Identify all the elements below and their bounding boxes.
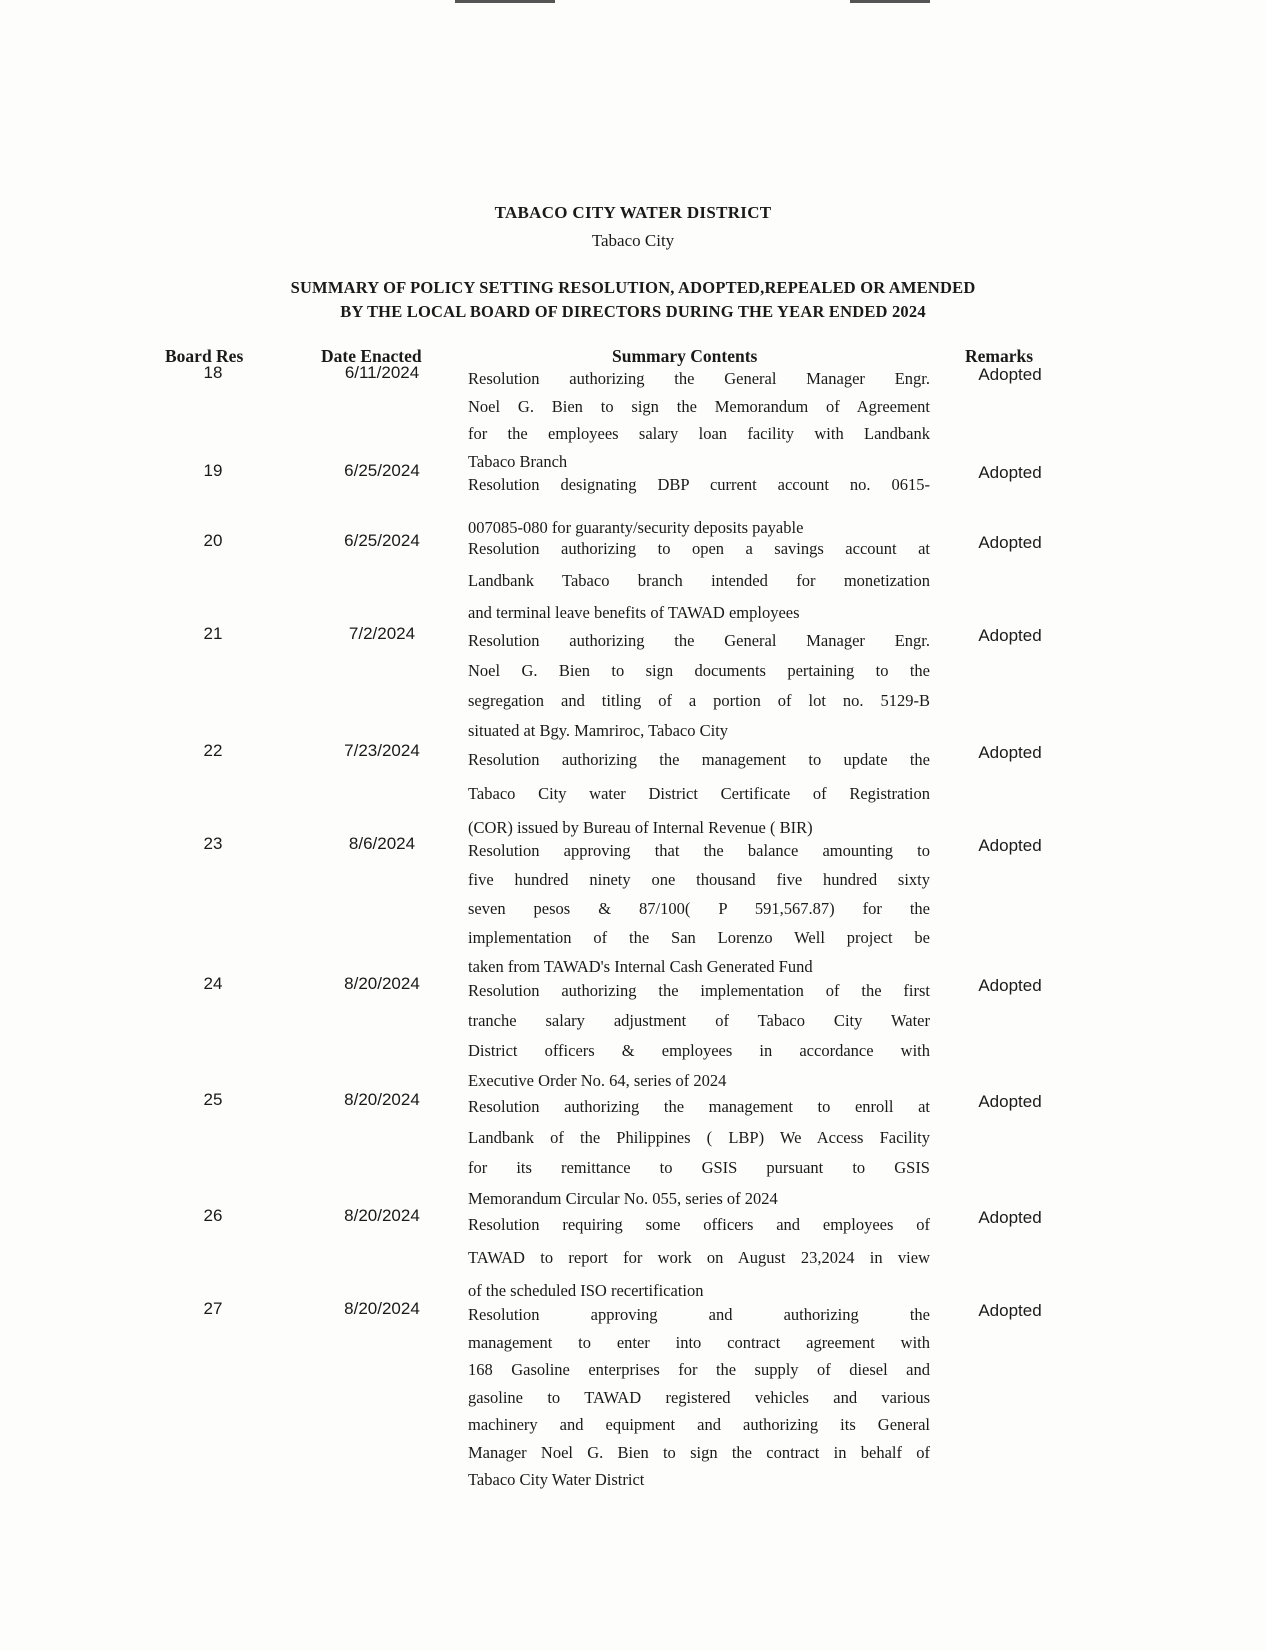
summary-line: Resolution authorizing the management to update the [468, 750, 930, 769]
board-res-number: 22 [203, 741, 223, 760]
summary-line: for its remittance to GSIS pursuant to GSIS [468, 1158, 930, 1177]
summary-contents [468, 836, 930, 981]
summary-line: Tabaco City water District Certificate of Registration [468, 784, 930, 803]
summary-line: Resolution approving that the balance amounting to [468, 841, 930, 860]
remarks-value: Adopted [978, 463, 1042, 482]
board-res-number: 23 [203, 834, 223, 853]
summary-line: Resolution authorizing to open a savings account at [468, 539, 930, 558]
summary-line: Landbank of the Philippines ( LBP) We Access Facility [468, 1127, 930, 1147]
summary-line: Tabaco Branch [468, 451, 568, 471]
summary-contents [468, 1208, 930, 1307]
summary-line: implementation of the San Lorenzo Well project be [468, 928, 930, 947]
summary-line: Resolution authorizing the General Manager Engr. [468, 631, 930, 650]
remarks-value: Adopted [978, 743, 1042, 762]
summary-line: Tabaco City Water District [468, 1470, 645, 1489]
board-res-number: 21 [203, 624, 223, 643]
board-res-number: 24 [203, 974, 223, 993]
summary-line: Noel G. Bien to sign documents pertaining to the [468, 661, 930, 680]
date-enacted: 8/6/2024 [348, 834, 416, 853]
organization-city: Tabaco City [591, 231, 675, 250]
remarks-value: Adopted [978, 836, 1042, 855]
summary-line: 007085-080 for guaranty/security deposits payable [468, 518, 804, 537]
summary-line: Landbank Tabaco branch intended for monetization [468, 571, 930, 590]
document-title-line1: SUMMARY OF POLICY SETTING RESOLUTION, ADOPTED,REPEALED OR AMENDED [290, 278, 976, 297]
summary-line: of the scheduled ISO recertification [468, 1281, 704, 1300]
column-header-summary-contents: Summary Contents [612, 346, 758, 366]
remarks-value: Adopted [978, 533, 1042, 552]
date-enacted: 8/20/2024 [344, 1206, 420, 1225]
summary-line: tranche salary adjustment of Tabaco City Water [468, 1011, 930, 1030]
remarks-value: Adopted [978, 1208, 1042, 1227]
summary-line: taken from TAWAD's Internal Cash Generated Fund [468, 957, 813, 976]
summary-line: machinery and equipment and authorizing its General [468, 1415, 930, 1434]
document-title-line2: BY THE LOCAL BOARD OF DIRECTORS DURING THE YEAR ENDED 2024 [340, 302, 926, 321]
board-res-number: 25 [203, 1090, 223, 1109]
remarks-value: Adopted [978, 365, 1042, 384]
column-header-remarks: Remarks [965, 346, 1034, 366]
date-enacted: 8/20/2024 [344, 1299, 420, 1318]
summary-line: seven pesos & 87/100( P 591,567.87) for the [468, 899, 930, 918]
summary-contents [468, 1301, 930, 1494]
summary-contents [468, 743, 930, 845]
summary-line: Manager Noel G. Bien to sign the contract in behalf of [468, 1442, 930, 1462]
summary-line: 168 Gasoline enterprises for the supply of diesel and [468, 1360, 930, 1379]
date-enacted: 8/20/2024 [344, 974, 420, 993]
board-res-number: 19 [203, 461, 223, 480]
column-header-board-res: Board Res [165, 346, 244, 366]
summary-line: for the employees salary loan facility with Landbank [468, 424, 930, 443]
summary-line: District officers & employees in accordance with [468, 1041, 930, 1060]
summary-line: (COR) issued by Bureau of Internal Revenue ( BIR) [468, 818, 813, 837]
summary-line: Executive Order No. 64, series of 2024 [468, 1071, 727, 1090]
summary-line: situated at Bgy. Mamriroc, Tabaco City [468, 721, 729, 740]
summary-line: TAWAD to report for work on August 23,2024 in view [468, 1248, 930, 1267]
summary-contents [468, 1092, 930, 1214]
remarks-value: Adopted [978, 626, 1042, 645]
summary-line: Memorandum Circular No. 055, series of 2024 [468, 1188, 778, 1208]
board-res-number: 27 [203, 1299, 223, 1318]
date-enacted: 6/25/2024 [344, 531, 420, 550]
date-enacted: 7/2/2024 [348, 624, 416, 643]
summary-line: gasoline to TAWAD registered vehicles and various [468, 1387, 930, 1407]
summary-contents [468, 365, 930, 471]
summary-line: management to enter into contract agreement with [468, 1332, 930, 1352]
summary-contents [468, 533, 930, 629]
remarks-value: Adopted [978, 1301, 1042, 1320]
summary-line: Resolution approving and authorizing the [468, 1305, 930, 1324]
date-enacted: 6/25/2024 [344, 461, 420, 480]
summary-line: and terminal leave benefits of TAWAD employees [468, 603, 800, 622]
board-res-number: 26 [203, 1206, 223, 1225]
board-res-number: 18 [203, 363, 223, 382]
organization-name: TABACO CITY WATER DISTRICT [494, 203, 772, 222]
summary-line: segregation and titling of a portion of lot no. 5129-B [468, 691, 930, 710]
summary-contents [468, 976, 930, 1096]
summary-line: five hundred ninety one thousand five hundred sixty [468, 870, 930, 889]
summary-contents [468, 626, 930, 746]
summary-line: Resolution requiring some officers and employees of [468, 1215, 930, 1234]
scan-mark [455, 0, 555, 3]
summary-line: Noel G. Bien to sign the Memorandum of Agreement [468, 396, 930, 416]
summary-line: Resolution designating DBP current account no. 0615- [468, 475, 930, 494]
remarks-value: Adopted [978, 976, 1042, 995]
scan-mark [850, 0, 930, 3]
summary-line: Resolution authorizing the implementation of the first [468, 981, 930, 1000]
summary-line: Resolution authorizing the management to enroll at [468, 1097, 930, 1116]
summary-line: Resolution authorizing the General Manager Engr. [468, 369, 930, 388]
date-enacted: 7/23/2024 [344, 741, 420, 760]
remarks-value: Adopted [978, 1092, 1042, 1111]
column-header-date-enacted: Date Enacted [321, 346, 422, 366]
date-enacted: 8/20/2024 [344, 1090, 420, 1109]
board-res-number: 20 [203, 531, 223, 550]
date-enacted: 6/11/2024 [344, 363, 420, 382]
